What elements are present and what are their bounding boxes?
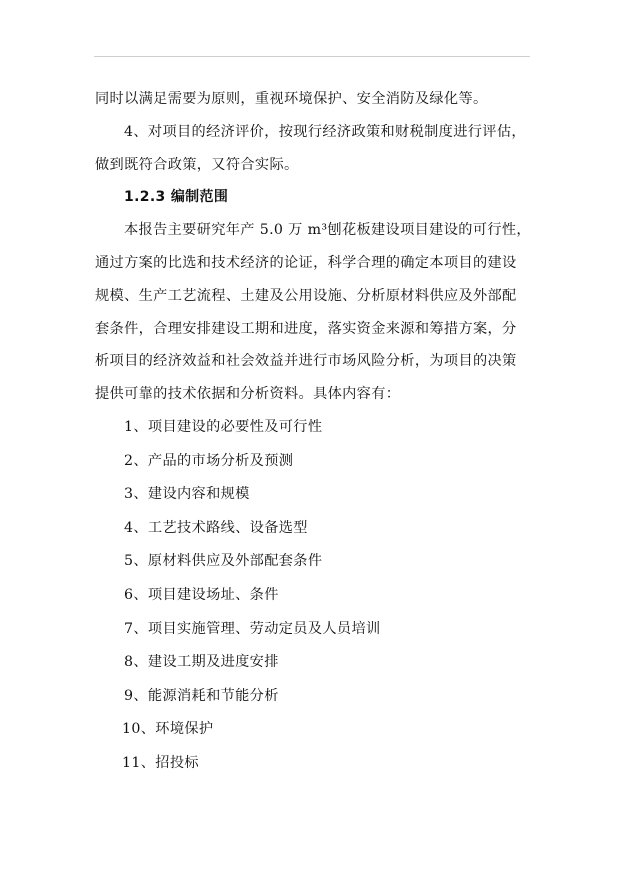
list-item-11: 11、招投标	[122, 754, 199, 771]
point-4-line-1: 4、对项目的经济评价，按现行经济政策和财税制度进行评估，	[124, 123, 526, 140]
intro-line-5: 析项目的经济效益和社会效益并进行市场风险分析，为项目的决策	[95, 353, 517, 370]
document-body	[95, 83, 535, 781]
intro-line-3: 规模、生产工艺流程、土建及公用设施、分析原材料供应及外部配	[95, 287, 517, 304]
intro-line-2: 通过方案的比选和技术经济的论证，科学合理的确定本项目的建设	[95, 254, 517, 271]
list-item-1: 1、项目建设的必要性及可行性	[124, 418, 323, 435]
header-rule	[94, 56, 530, 57]
list-item-2: 2、产品的市场分析及预测	[124, 452, 294, 469]
list-item-7: 7、项目实施管理、劳动定员及人员培训	[124, 620, 381, 637]
list-item-5: 5、原材料供应及外部配套条件	[124, 553, 323, 570]
point-4-line-2: 做到既符合政策，又符合实际。	[95, 156, 299, 173]
continued-paragraph: 同时以满足需要为原则，重视环境保护、安全消防及绿化等。	[95, 91, 488, 107]
list-item-6: 6、项目建设场址、条件	[124, 586, 279, 603]
intro-line-6: 提供可靠的技术依据和分析资料。具体内容有：	[95, 386, 401, 403]
section-heading: 1.2.3 编制范围	[124, 189, 229, 206]
list-item-10: 10、环境保护	[122, 721, 214, 738]
list-item-9: 9、能源消耗和节能分析	[124, 687, 279, 704]
list-item-3: 3、建设内容和规模	[124, 486, 250, 503]
list-item-4: 4、工艺技术路线、设备选型	[124, 519, 308, 536]
intro-line-4: 套条件，合理安排建设工期和进度，落实资金来源和筹措方案，分	[95, 320, 517, 337]
intro-line-1: 本报告主要研究年产 5.0 万 m³刨花板建设项目建设的可行性，	[124, 222, 531, 239]
list-item-8: 8、建设工期及进度安排	[124, 654, 279, 671]
